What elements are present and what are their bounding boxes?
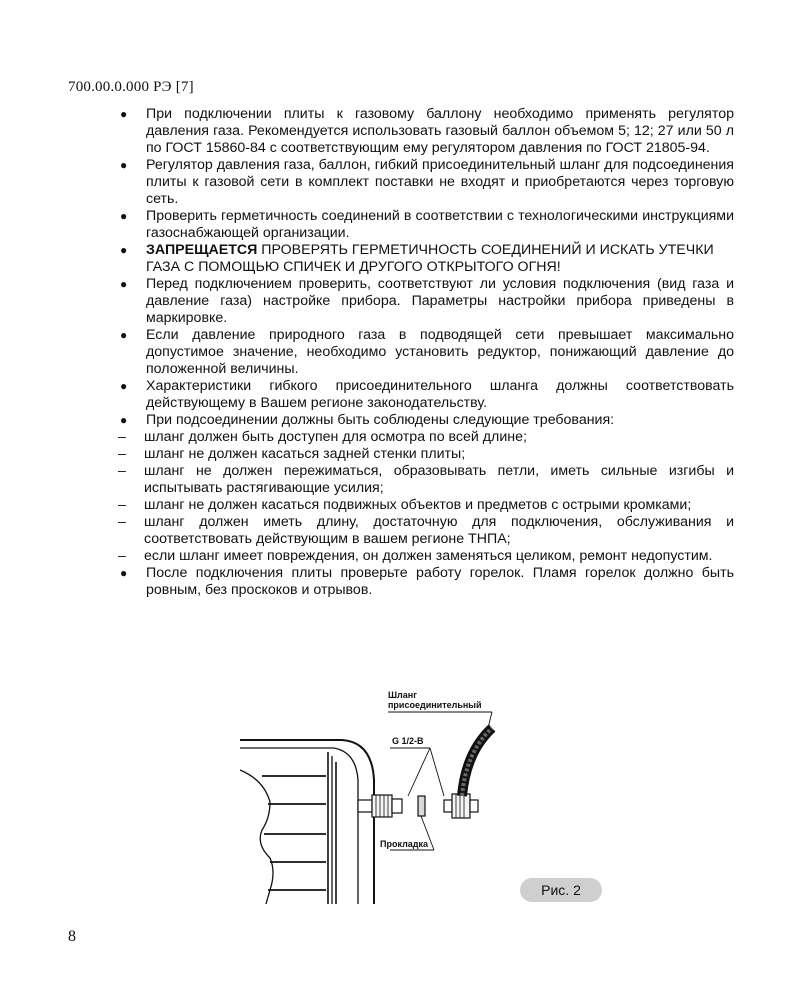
hose-label <box>388 690 482 710</box>
sub-list-item: – шланг не должен касаться задней стенки плиты; <box>118 446 734 463</box>
warning-keyword: ЗАПРЕЩАЕТСЯ <box>146 242 258 258</box>
list-item: ● Если давление природного газа в подводящей сети превышает максимально допустимое значение, необходимо установить редуктор, понижающий давление до положенной величины. <box>118 327 734 378</box>
instruction-list <box>118 106 734 599</box>
hose-label-line1: Шланг <box>388 690 417 700</box>
gasket-label: Прокладка <box>380 839 429 849</box>
sub-list-item: – шланг не должен касаться подвижных объектов и предметов с острыми кромками; <box>118 497 734 514</box>
thread-label: G 1/2-B <box>392 736 424 746</box>
warning-item <box>118 242 734 276</box>
sub-list-item: – если шланг имеет повреждения, он должен заменяться целиком, ремонт недопустим. <box>118 548 734 565</box>
figure-caption: Рис. 2 <box>520 878 602 902</box>
page-number: 8 <box>68 928 76 945</box>
sub-list-item: – шланг не должен пережиматься, образовывать петли, иметь сильные изгибы и испытывать растягивающие усилия; <box>118 463 734 497</box>
requirements-item <box>118 412 734 565</box>
list-item: ● Проверить герметичность соединений в соответствии с технологическими инструкциями газоснабжающей организации. <box>118 208 734 242</box>
document-code: 700.00.0.000 РЭ [7] <box>68 79 194 95</box>
list-item: ● Перед подключением проверить, соответствуют ли условия подключения (вид газа и давление газа) настройке прибора. Параметры настройки прибора приведены в маркировке. <box>118 276 734 327</box>
sub-list-item: – шланг должен быть доступен для осмотра по всей длине; <box>118 429 734 446</box>
instructions-text <box>118 106 734 599</box>
list-item: ● Характеристики гибкого присоединительного шланга должны соответствовать действующему в Вашем регионе законодательству. <box>118 378 734 412</box>
requirements-list <box>118 429 734 565</box>
list-item: ● После подключения плиты проверьте работу горелок. Пламя горелок должно быть ровным, без проскоков и отрывов. <box>118 565 734 599</box>
hose-label-line2: присоединительный <box>388 700 482 710</box>
sub-list-item: – шланг должен иметь длину, достаточную для подключения, обслуживания и соответствовать действующим в вашем регионе ТНПА; <box>118 514 734 548</box>
warning-text: ПРОВЕРЯТЬ ГЕРМЕТИЧНОСТЬ СОЕДИНЕНИЙ И ИСКАТЬ УТЕЧКИ ГАЗА С ПОМОЩЬЮ СПИЧЕК И ДРУГОГО ОТКРЫТОГО ОГНЯ! <box>146 242 714 275</box>
connection-figure <box>230 684 620 914</box>
list-item: ● Регулятор давления газа, баллон, гибкий присоединительный шланг для подсоединения плиты к газовой сети в комплект поставки не входят и приобретаются через торговую сеть. <box>118 157 734 208</box>
requirements-intro: При подсоединении должны быть соблюдены следующие требования: <box>146 412 615 428</box>
list-item: ● При подключении плиты к газовому баллону необходимо применять регулятор давления газа. Рекомендуется использовать газовый баллон объемом 5; 12; 27 или 50 л по ГОСТ 15860-84 с соответствующим ему регулятором давления по ГОСТ 21805-94. <box>118 106 734 157</box>
